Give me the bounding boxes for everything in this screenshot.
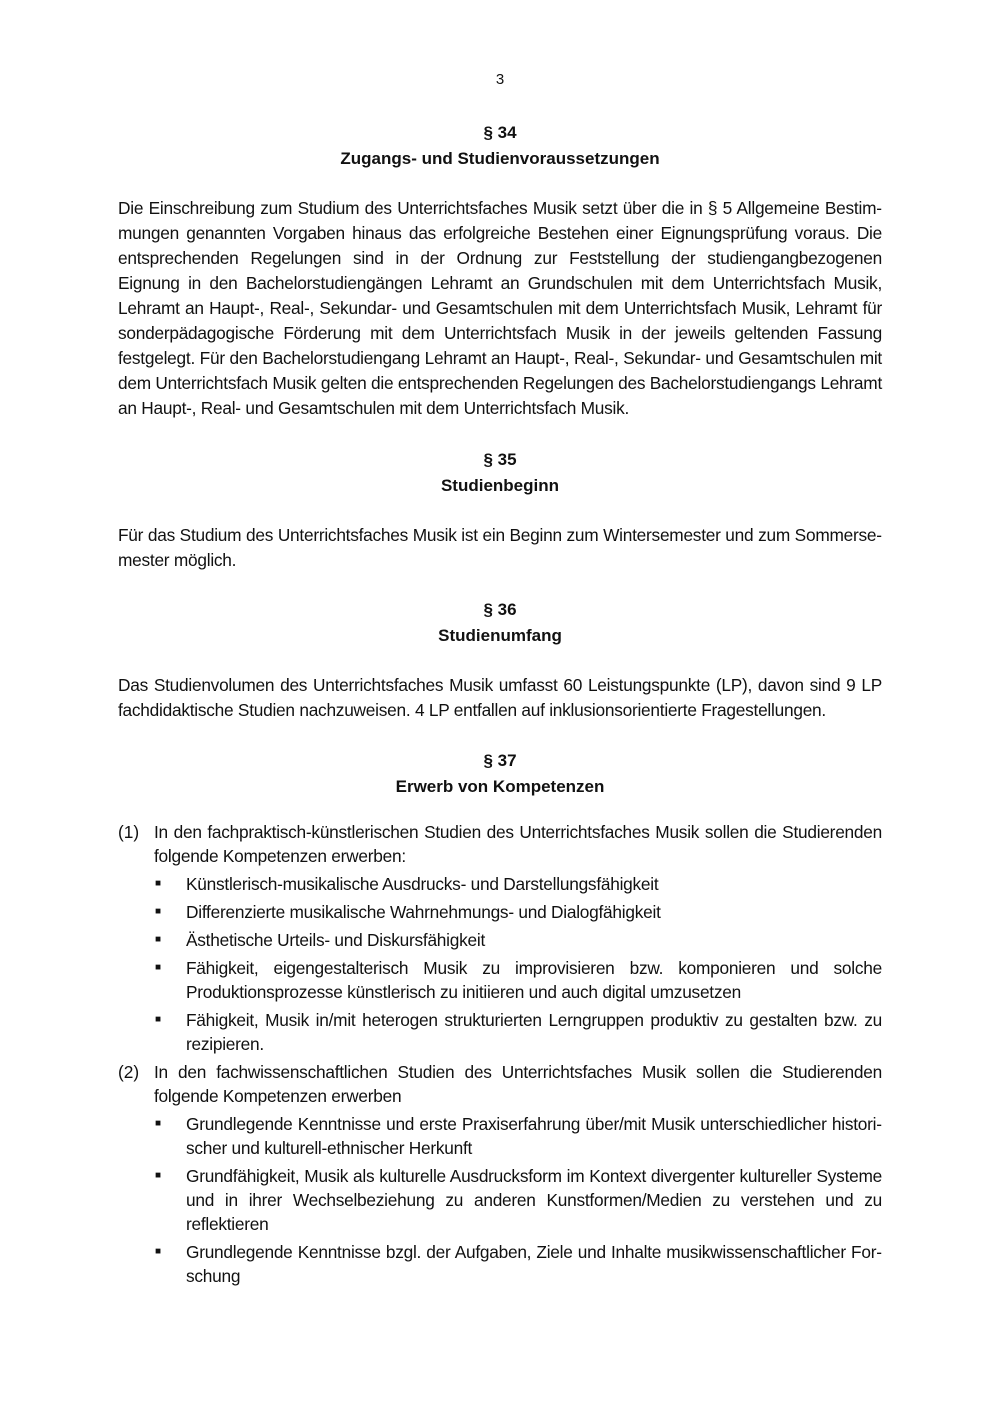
square-bullet-icon: ■ [155, 1014, 162, 1025]
square-bullet-icon: ■ [155, 878, 162, 889]
square-bullet-icon: ■ [155, 906, 162, 917]
item-text: In den fachpraktisch-künstlerischen Studien des Unterrichtsfaches Musik sollen die Studierenden folgende Kompetenzen erwerben: [154, 822, 882, 866]
section-number: § 34 [483, 123, 517, 142]
list-item-text: Differenzierte musikalische Wahrnehmungs- und Dialogfähigkeit [186, 902, 661, 922]
list-item [154, 1164, 882, 1236]
list-item [154, 956, 882, 1004]
section-title: Zugangs- und Studienvoraussetzungen [340, 149, 660, 168]
square-bullet-icon: ■ [155, 1170, 162, 1181]
list-item-text: Fähigkeit, eigengestalterisch Musik zu improvisieren bzw. komponieren und solche Produktionsprozesse künstlerisch zu initiieren und auch digital umzusetzen [186, 958, 882, 1002]
list-item [154, 872, 882, 896]
list-item [154, 1112, 882, 1160]
section-35 [118, 447, 882, 573]
square-bullet-icon: ■ [155, 962, 162, 973]
square-bullet-icon: ■ [155, 1246, 162, 1257]
list-item-text: Grundfähigkeit, Musik als kulturelle Ausdrucksform im Kontext divergenter kultureller Systeme und in ihrer Wechselbeziehung zu anderen Kunstformen/Medien zu verstehen und zu reflektieren [186, 1166, 882, 1234]
section-36 [118, 597, 882, 723]
list-item [154, 1008, 882, 1056]
list-item-text: Grundlegende Kenntnisse und erste Praxiserfahrung über/mit Musik unterschiedlicher historischer und kulturell-ethnischer Herkunft [186, 1114, 882, 1158]
section-number: § 35 [483, 450, 517, 469]
section-title: Erwerb von Kompetenzen [395, 777, 605, 796]
square-bullet-icon: ■ [155, 934, 162, 945]
page-number: 3 [495, 71, 505, 88]
list-item-text: Künstlerisch-musikalische Ausdrucks- und Darstellungsfähigkeit [186, 874, 659, 894]
list-item [154, 928, 882, 952]
section-number: § 36 [483, 600, 517, 619]
section-34 [118, 120, 882, 421]
item-number: (1) [118, 822, 140, 842]
bullet-list [154, 1112, 882, 1288]
section-37 [118, 748, 882, 1288]
list-item-text: Fähigkeit, Musik in/mit heterogen strukturierten Lerngruppen produktiv zu gestalten bzw. zu rezipieren. [186, 1010, 882, 1054]
section-number: § 37 [483, 751, 517, 770]
square-bullet-icon: ■ [155, 1118, 162, 1129]
list-item-text: Grundlegende Kenntnisse bzgl. der Aufgaben, Ziele und Inhalte musikwissenschaftlicher Forschung [186, 1242, 882, 1286]
section-title: Studienumfang [438, 626, 562, 645]
section-paragraph: Die Einschreibung zum Studium des Unterrichtsfaches Musik setzt über die in § 5 Allgemeine Bestimmungen genannten Vorgaben hinaus das erfolgreiche Bestehen einer Eignungsprüfung voraus. Die entsprechenden Regelungen sind in der Ordnung zur Feststellung der studiengangbezogenen Eignung in den Bachelorstudiengängen Lehramt an Grundschulen mit dem Unterrichtsfach Musik, Lehramt an Haupt-, Real-, Sekundar- und Gesamtschulen mit dem Unterrichtsfach Musik, Lehramt für sonderpädagogische Förderung mit dem Unterrichtsfach Musik in der jeweils geltenden Fassung festgelegt. Für den Bachelorstudiengang Lehramt an Haupt-, Real-, Sekundar- und Gesamtschulen mit dem Unterrichtsfach Musik gelten die entsprechenden Regelungen des Bachelorstudiengangs Lehramt an Haupt-, Real- und Gesamtschulen mit dem Unterrichtsfach Musik. [118, 198, 882, 418]
section-title: Studienbeginn [440, 476, 560, 495]
list-item [154, 900, 882, 924]
section-paragraph: Das Studienvolumen des Unterrichtsfaches Musik umfasst 60 Leistungspunkte (LP), davon sind 9 LP fachdidaktische Studien nachzuweisen. 4 LP entfallen auf inklusionsorientierte Fragestellungen. [118, 675, 882, 720]
section-paragraph: Für das Studium des Unterrichtsfaches Musik ist ein Beginn zum Wintersemester und zum Sommersemester möglich. [118, 525, 882, 570]
numbered-item [118, 1060, 882, 1288]
item-text: In den fachwissenschaftlichen Studien des Unterrichtsfaches Musik sollen die Studierenden folgende Kompetenzen erwerben [154, 1062, 882, 1106]
list-item-text: Ästhetische Urteils- und Diskursfähigkeit [186, 930, 486, 950]
bullet-list [154, 872, 882, 1056]
item-number: (2) [118, 1062, 140, 1082]
list-item [154, 1240, 882, 1288]
numbered-item [118, 820, 882, 1056]
